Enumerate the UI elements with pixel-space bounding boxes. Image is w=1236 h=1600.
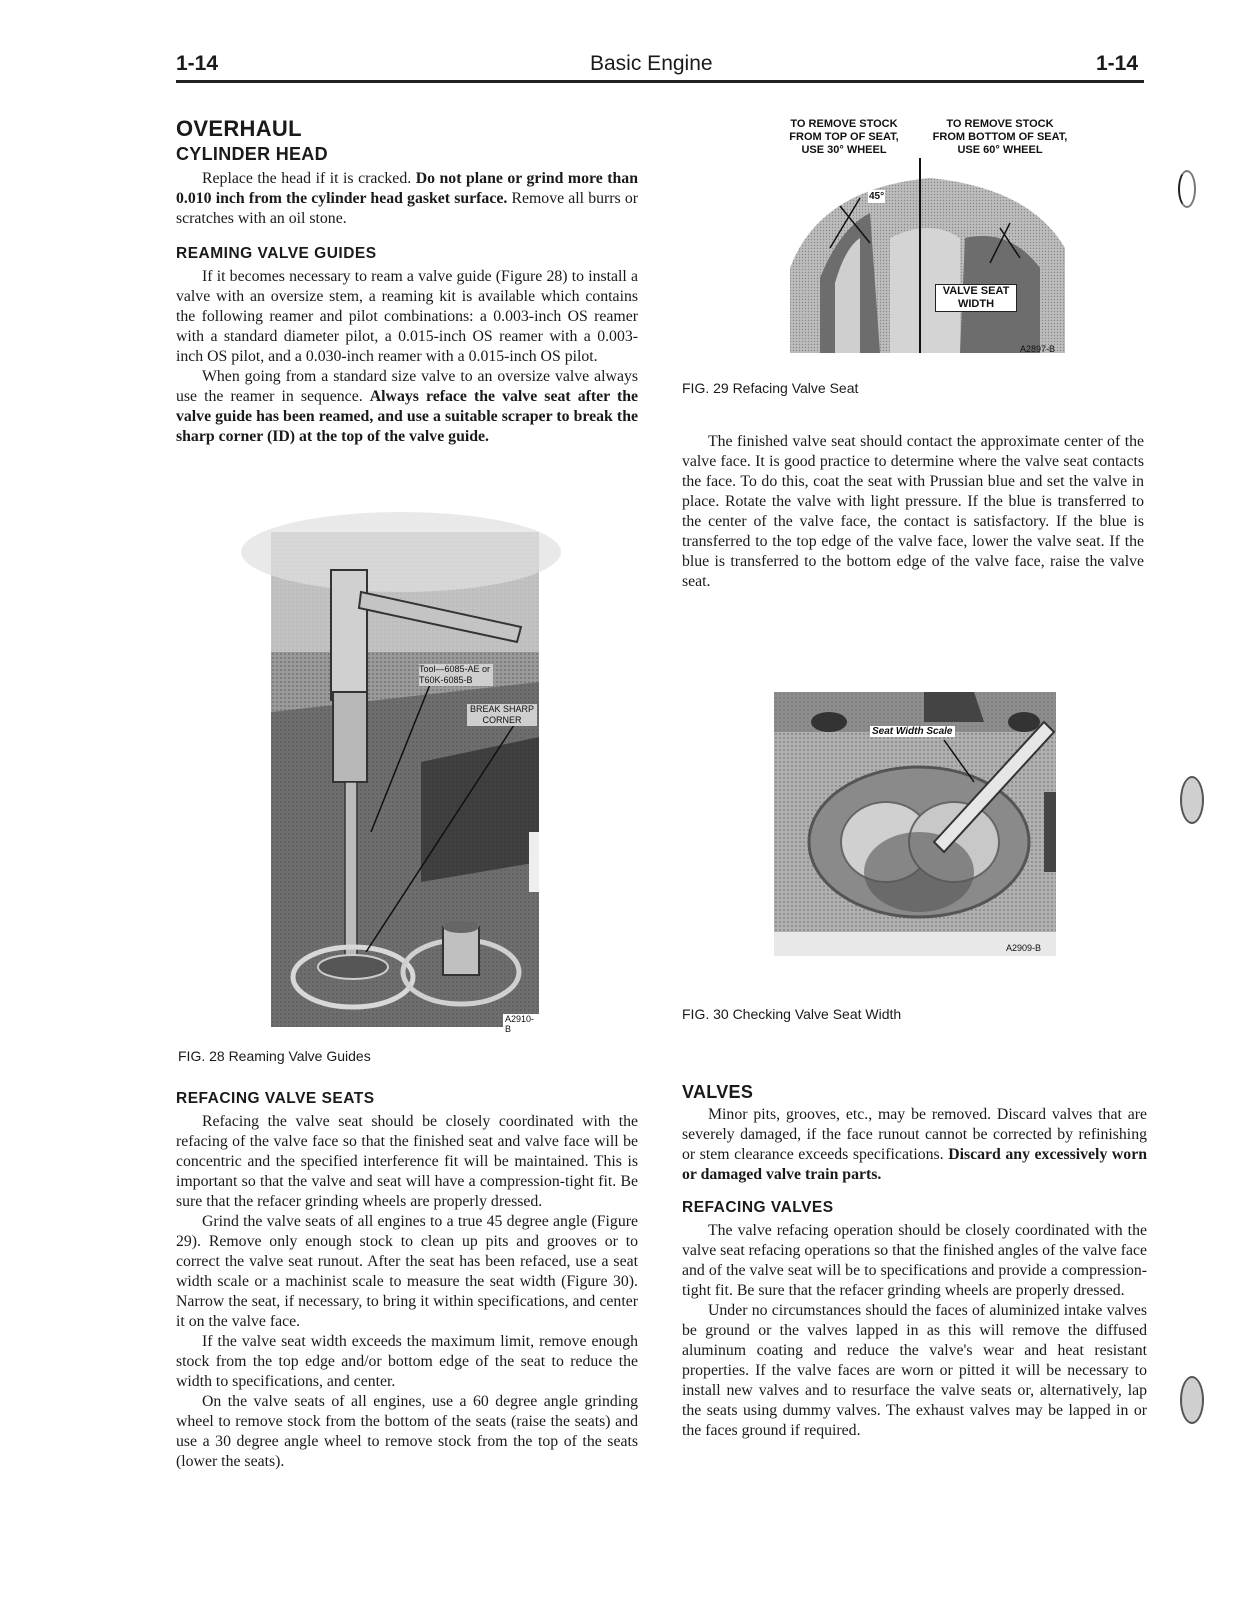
reaming-paragraph-2 — [176, 367, 638, 447]
subsection-heading-cylinder-head: CYLINDER HEAD — [176, 144, 328, 164]
left-column-bottom — [176, 1090, 638, 1472]
finished-seat-paragraph: The finished valve seat should contact the approximate center of the valve face. It is good practice to determine where the valve seat contacts the face. To do this, coat the seat with Prussian blue and set the valve in place. Rotate the valve with light pressure. If the blue is transferred to the center of the valve face, the contact is satisfactory. If the blue is transferred to the top edge of the valve face, lower the valve seat. If the blue is transferred to the bottom edge of the valve face, raise the valve seat. — [682, 433, 1144, 590]
heading-reaming-valve-guides: REAMING VALVE GUIDES — [176, 245, 377, 262]
fig28-code: A2910-B — [503, 1014, 539, 1034]
header-rule — [176, 80, 1144, 83]
fig29-label-left: TO REMOVE STOCK FROM TOP OF SEAT, USE 30° WHEEL — [789, 118, 899, 156]
figure-28-caption: FIG. 28 Reaming Valve Guides — [178, 1048, 371, 1064]
valves-paragraph — [682, 1105, 1147, 1185]
seats-paragraph-1: Refacing the valve seat should be closely coordinated with the refacing of the valve face so that the finished seat and valve face will be concentric and the specified interference fit will be maintained. This is important so that the valve and seat will have a compression-tight fit. Be sure that the refacer grinding wheels are properly dressed. — [176, 1113, 638, 1210]
heading-refacing-valves: REFACING VALVES — [682, 1199, 834, 1216]
fig29-angle-label: 45° — [869, 191, 885, 202]
left-column-top — [176, 116, 638, 447]
valve-seat-illustration — [780, 118, 1070, 358]
figure-30-seat-width-photo — [774, 692, 1056, 956]
cylinder-head-text-end: Remove all burrs or scratches with an oil stone. — [176, 190, 638, 227]
figure-29-diagram — [780, 118, 1070, 358]
figure-28-reaming-photo — [271, 532, 539, 1034]
seats-paragraph-2: Grind the valve seats of all engines to a true 45 degree angle (Figure 29). Remove only enough stock to clean up pits and grooves or to correct the valve seat runout. After the seat has been refaced, use a seat width scale or a machinist scale to measure the seat width (Figure 30). Narrow the seat, if necessary, to bring it within specifications, and center it on the valve face. — [176, 1213, 638, 1330]
right-column-bottom — [682, 1082, 1147, 1441]
heading-refacing-valve-seats: REFACING VALVE SEATS — [176, 1090, 375, 1107]
refacing-valves-paragraph-2: Under no circumstances should the faces of aluminized intake valves be ground or the valves lapped in as this will remove the diffused aluminum coating and reduce the valve's wear and heat resistant properties. If the valve faces are worn or pitted it will be necessary to install new valves and to resurface the valve seats or, alternatively, lap the seats using dummy valves. The exhaust valves may be lapped in or the faces ground if required. — [682, 1302, 1147, 1439]
right-column-top — [682, 432, 1144, 592]
seats-paragraph-3: If the valve seat width exceeds the maximum limit, remove enough stock from the top edge and/or bottom edge of the seat to reduce the width to specifications, and center. — [176, 1333, 638, 1390]
heading-valves: VALVES — [682, 1082, 754, 1102]
binder-hole-mark-middle — [1180, 776, 1204, 824]
reaming-text: When going from a standard size valve to an oversize valve always use the reamer in sequence. — [176, 368, 638, 405]
section-heading-overhaul: OVERHAUL — [176, 116, 302, 141]
page-header-title: Basic Engine — [590, 52, 713, 75]
cylinder-head-warning: Do not plane or grind more than 0.010 inch from the cylinder head gasket surface. — [176, 170, 638, 207]
figure-29-caption: FIG. 29 Refacing Valve Seat — [682, 380, 859, 396]
fig29-seat-width-label: VALVE SEAT WIDTH — [935, 284, 1017, 312]
reamer-illustration — [271, 532, 539, 1027]
reaming-paragraph-1: If it becomes necessary to ream a valve guide (Figure 28) to install a valve with an oversize stem, a reaming kit is available which contains the following reamer and pilot combinations: a 0.003-inch OS reamer with a standard diameter pilot, a 0.015-inch OS reamer with a 0.003-inch OS pilot, and a 0.030-inch reamer with a 0.015-inch OS pilot. — [176, 268, 638, 365]
cylinder-head-paragraph — [176, 169, 638, 229]
figure-30-caption: FIG. 30 Checking Valve Seat Width — [682, 1006, 902, 1022]
page-number-left: 1-14 — [176, 52, 219, 75]
refacing-valves-paragraph-1: The valve refacing operation should be closely coordinated with the valve seat refacing operations so that the finished angles of the valve face and of the valve seat will be to specifications and provide a compression-tight fit. Be sure that the refacer grinding wheels are properly dressed. — [682, 1222, 1147, 1299]
fig30-scale-label: Seat Width Scale — [872, 726, 953, 737]
binder-hole-mark-bottom — [1180, 1376, 1204, 1424]
page-number-right: 1-14 — [1096, 52, 1139, 75]
fig30-code: A2909-B — [1006, 943, 1042, 953]
fig29-code: A2897-B — [1020, 344, 1056, 354]
reaming-warning: Always reface the valve seat after the valve guide has been reamed, and use a suitable scraper to break the sharp corner (ID) at the top of the valve guide. — [176, 388, 638, 445]
valves-text: Minor pits, grooves, etc., may be removed. Discard valves that are severely damaged, if the face runout cannot be corrected by refinishing or stem clearance exceeds specifications. — [682, 1106, 1147, 1163]
fig29-label-right: TO REMOVE STOCK FROM BOTTOM OF SEAT, USE 60° WHEEL — [932, 118, 1068, 156]
seats-paragraph-4: On the valve seats of all engines, use a 60 degree angle grinding wheel to remove stock from the bottom of the seats (raise the seats) and use a 30 degree angle wheel to remove stock from the top of the seats (lower the seats). — [176, 1393, 638, 1470]
cylinder-head-text: Replace the head if it is cracked. — [202, 170, 416, 187]
valves-warning: Discard any excessively worn or damaged valve train parts. — [682, 1146, 1148, 1183]
binder-hole-mark-top — [1178, 170, 1196, 208]
fig28-break-label: BREAK SHARP CORNER — [467, 704, 537, 726]
fig28-tool-label: Tool—6085-AE or T60K-6085-B — [419, 664, 493, 686]
